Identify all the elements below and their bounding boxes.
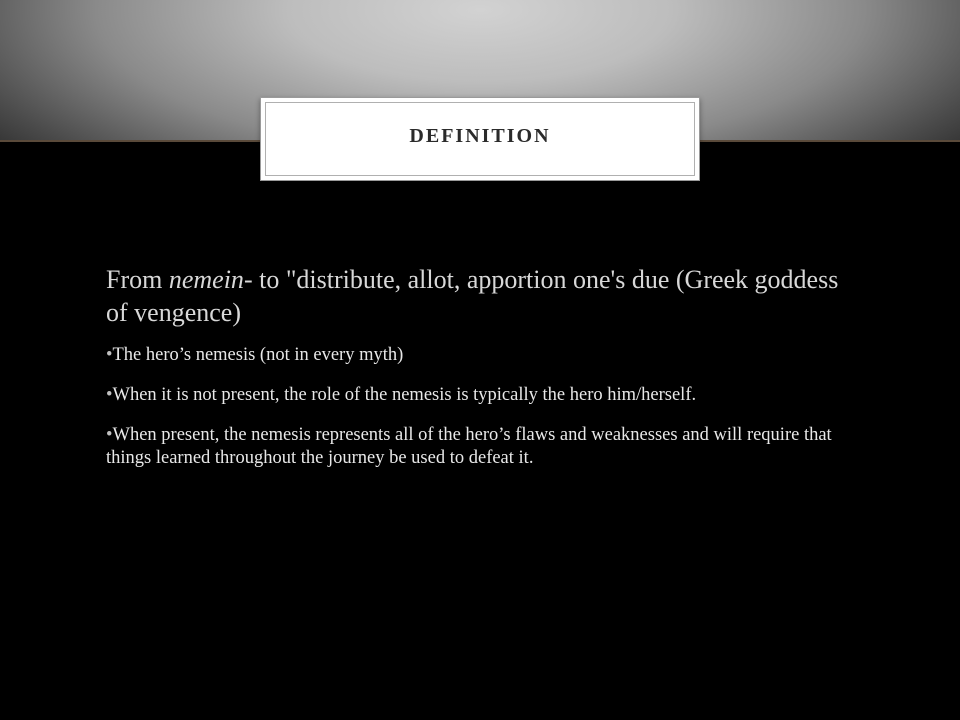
bullet-glyph: • bbox=[106, 345, 113, 365]
slide-body bbox=[106, 263, 866, 470]
bullet-text: The hero’s nemesis (not in every myth) bbox=[112, 345, 404, 365]
lead-term: nemein bbox=[168, 265, 244, 294]
title-box-inner-border bbox=[265, 102, 695, 176]
title-box bbox=[260, 97, 700, 181]
lead-prefix: From bbox=[106, 265, 169, 294]
lead-paragraph bbox=[106, 263, 866, 329]
list-item bbox=[106, 344, 866, 367]
list-item bbox=[106, 384, 866, 407]
list-item bbox=[106, 424, 866, 470]
bullet-text: When present, the nemesis represents all of the hero’s flaws and weaknesses and will require that things learned throughout the journey be used to defeat it. bbox=[106, 425, 832, 468]
slide-title: DEFINITION bbox=[409, 125, 551, 147]
lead-rest: - to "distribute, allot, apportion one's due (Greek goddess of vengence) bbox=[106, 265, 839, 327]
bullet-list bbox=[106, 344, 866, 470]
bullet-text: When it is not present, the role of the nemesis is typically the hero him/herself. bbox=[112, 385, 697, 405]
bullet-glyph: • bbox=[106, 425, 113, 445]
bullet-glyph: • bbox=[106, 385, 113, 405]
